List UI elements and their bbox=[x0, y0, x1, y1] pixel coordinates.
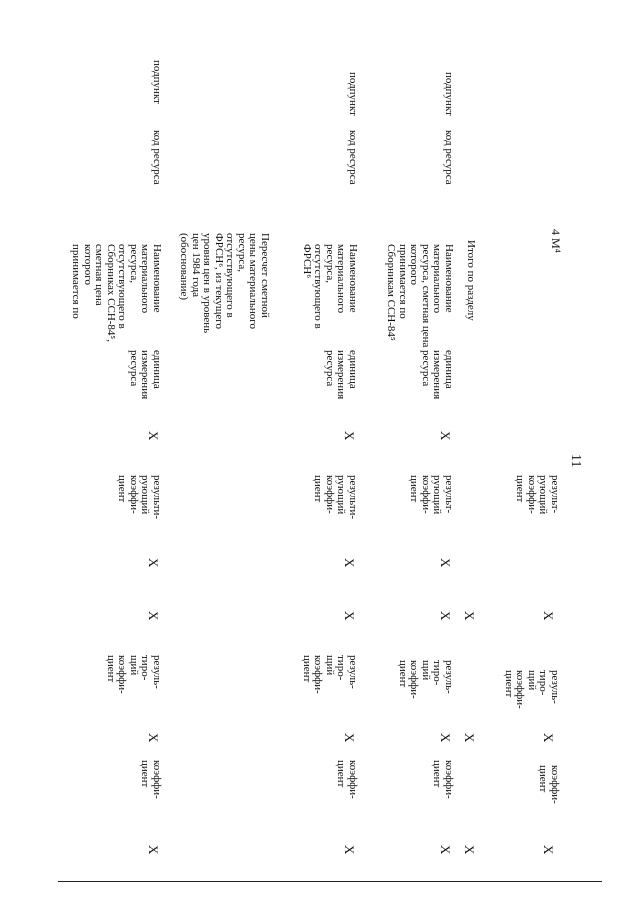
row-c-subproduct: подпункт bbox=[151, 60, 163, 104]
row-c-result-coef-1: результи- рующий коэффи- циент bbox=[116, 475, 163, 520]
row-a-mark-5: X bbox=[438, 845, 453, 855]
row-a-resource-code: код ресурса bbox=[443, 130, 455, 185]
row-a-result-coef-1: результ- рующий коэффи- циент bbox=[408, 475, 455, 515]
row-c-resource-code: код ресурса bbox=[151, 130, 163, 185]
header-mark-1: X bbox=[541, 611, 556, 621]
row-c-mark-4: X bbox=[146, 733, 161, 743]
header-mark-2: X bbox=[541, 733, 556, 743]
header-result-coef-1: результ- рующий коэффи- циент bbox=[514, 475, 561, 515]
row-b-mark-2: X bbox=[342, 558, 357, 568]
row-a-subproduct: подпункт bbox=[443, 72, 455, 116]
recalc-note: Пересчет сметной цены материального ресурса, отсутствующего в ФРСН⁶, из текущего уровня цен в уровень цен 1984 года (обоснование) bbox=[178, 233, 271, 334]
row-c-mark-1: X bbox=[146, 431, 161, 441]
section-total-mark-3: X bbox=[462, 845, 477, 855]
row-b-result-coef-2: резуль- тиро- щий коэффи- циент bbox=[301, 655, 359, 694]
section-total-mark-1: X bbox=[462, 611, 477, 621]
page-number: 11 bbox=[568, 454, 583, 468]
row-a-name: Наименование материального ресурса, сметная цена которого принимается по Сборникам ССН-84⁵ bbox=[385, 244, 455, 348]
row-a-result-coef-2: резуль- тиро- щий коэффи- циент bbox=[397, 660, 455, 699]
row-a-coef: коэффи- циент bbox=[431, 760, 455, 799]
row-b-result-coef-1: результи- рующий коэффи- циент bbox=[312, 475, 359, 520]
row-c-coef: коэффи- циент bbox=[139, 760, 163, 799]
section-total-mark-2: X bbox=[462, 733, 477, 743]
row-b-mark-3: X bbox=[342, 611, 357, 621]
section-label: 4 М⁴ bbox=[549, 229, 563, 253]
row-c-unit: единица измерения ресурса bbox=[128, 350, 163, 400]
row-c-mark-2: X bbox=[146, 558, 161, 568]
row-a-mark-1: X bbox=[438, 431, 453, 441]
row-a-mark-3: X bbox=[438, 611, 453, 621]
row-c-name: Наименование материального ресурса, отсутствующего в Сборниках ССН-84⁵, сметная цена которого принимается по bbox=[70, 244, 163, 343]
row-b-mark-1: X bbox=[342, 431, 357, 441]
row-a-mark-4: X bbox=[438, 733, 453, 743]
row-a-unit: единица измерения ресурса bbox=[420, 350, 455, 400]
bottom-rule bbox=[58, 881, 602, 882]
row-b-mark-5: X bbox=[342, 845, 357, 855]
row-b-resource-code: код ресурса bbox=[347, 130, 359, 185]
row-b-mark-4: X bbox=[342, 733, 357, 743]
row-c-mark-5: X bbox=[146, 845, 161, 855]
header-mark-3: X bbox=[541, 845, 556, 855]
row-b-coef: коэффи- циент bbox=[335, 760, 359, 799]
row-c-result-coef-2: резуль- тиро- щий коэффи- циент bbox=[105, 655, 163, 694]
row-a-mark-2: X bbox=[438, 558, 453, 568]
row-b-unit: единица измерения ресурса bbox=[324, 350, 359, 400]
header-coef: коэффи- циент bbox=[537, 765, 561, 804]
header-result-coef-2: резуль- тиро- щий коэффи- циент bbox=[503, 670, 561, 709]
section-total-label: Итого по разделу bbox=[465, 240, 477, 321]
row-b-subproduct: подпункт bbox=[347, 72, 359, 116]
row-b-name: Наименование материального ресурса, отсутствующего в ФРСН⁶ bbox=[301, 244, 359, 329]
row-c-mark-3: X bbox=[146, 611, 161, 621]
